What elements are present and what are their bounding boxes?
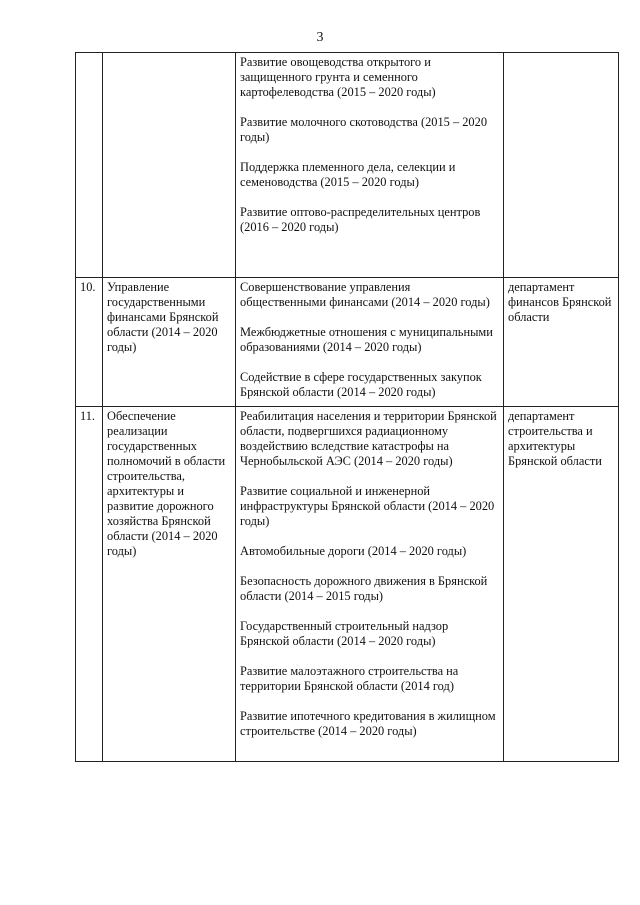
programs-table	[75, 52, 619, 762]
subprogram-item: Содействие в сфере государственных закупок Брянской области (2014 – 2020 годы)	[240, 370, 482, 399]
row-number-cell: 10.	[76, 278, 103, 407]
subprogram-item: Поддержка племенного дела, селекции и семеноводства (2015 – 2020 годы)	[240, 160, 456, 189]
subprogram-item: Совершенствование управления общественными финансами (2014 – 2020 годы)	[240, 280, 490, 309]
subprograms-cell	[236, 53, 504, 278]
executor-cell: департамент финансов Брянской области	[504, 278, 619, 407]
executor-cell	[504, 53, 619, 278]
page-number: 3	[316, 30, 324, 45]
subprogram-item: Развитие ипотечного кредитования в жилищном строительстве (2014 – 2020 годы)	[240, 709, 496, 738]
subprograms-cell	[236, 407, 504, 762]
subprogram-item: Развитие малоэтажного строительства на территории Брянской области (2014 год)	[240, 664, 459, 693]
subprogram-item: Государственный строительный надзор Брянской области (2014 – 2020 годы)	[240, 619, 449, 648]
table-row	[76, 407, 619, 762]
subprogram-item: Развитие овощеводства открытого и защищенного грунта и семенного картофелеводства (2015 – 2020 годы)	[240, 55, 436, 99]
subprogram-item: Безопасность дорожного движения в Брянской области (2014 – 2015 годы)	[240, 574, 488, 603]
subprogram-item: Развитие социальной и инженерной инфраструктуры Брянской области (2014 – 2020 годы)	[240, 484, 495, 528]
subprogram-item: Реабилитация населения и территории Брянской области, подвергшихся радиационному воздействию вследствие катастрофы на Чернобыльской АЭС (2014 – 2020 годы)	[240, 409, 497, 468]
subprogram-item: Развитие молочного скотоводства (2015 – 2020 годы)	[240, 115, 488, 144]
row-number-cell: 11.	[76, 407, 103, 762]
program-name-cell: Обеспечение реализации государственных полномочий в области строительства, архитектуры и развитие дорожного хозяйства Брянской области (2014 – 2020 годы)	[103, 407, 236, 762]
table-row	[76, 53, 619, 278]
subprogram-item: Межбюджетные отношения с муниципальными образованиями (2014 – 2020 годы)	[240, 325, 493, 354]
executor-cell: департамент строительства и архитектуры Брянской области	[504, 407, 619, 762]
program-name-cell	[103, 53, 236, 278]
program-name-cell: Управление государственными финансами Брянской области (2014 – 2020 годы)	[103, 278, 236, 407]
table-row	[76, 278, 619, 407]
subprogram-item: Развитие оптово-распределительных центров (2016 – 2020 годы)	[240, 205, 481, 234]
row-number-cell	[76, 53, 103, 278]
subprograms-cell	[236, 278, 504, 407]
subprogram-item: Автомобильные дороги (2014 – 2020 годы)	[240, 544, 467, 558]
